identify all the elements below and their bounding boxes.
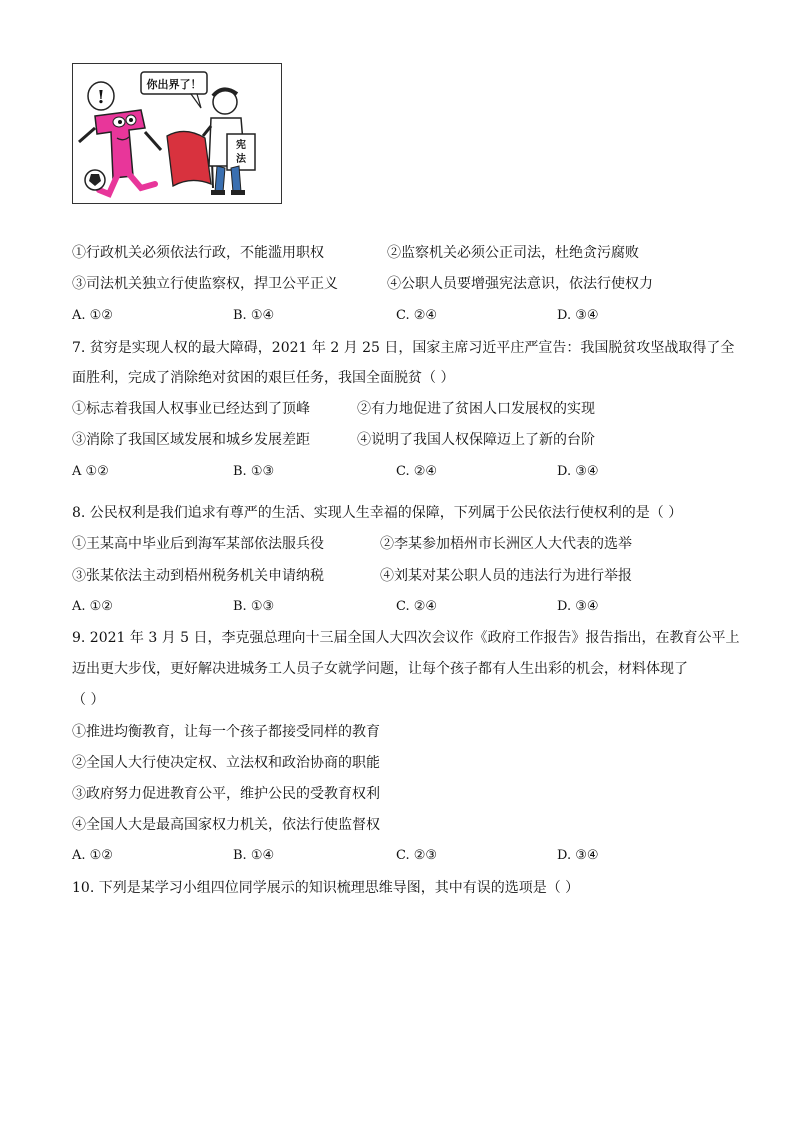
q7-statement-3: ③消除了我国区域发展和城乡发展差距 [72, 432, 310, 448]
cartoon-drawing [73, 64, 281, 203]
q7-statement-2: ②有力地促进了贫困人口发展权的实现 [357, 401, 595, 417]
q7-stem-line-2: 面胜利，完成了消除绝对贫困的艰巨任务，我国全面脱贫（ ） [72, 370, 455, 386]
speech-bubble-text: 你出界了！ [146, 78, 202, 91]
q7-stem-line-1: 7. 贫穷是实现人权的最大障碍，2021 年 2 月 25 日，国家主席习近平庄严宣告：我国脱贫攻坚战取得了全 [72, 340, 735, 356]
exclaim-mark: ! [97, 87, 105, 108]
q7-option-b[interactable]: B. ①③ [233, 464, 275, 479]
q7-option-a[interactable]: A ①② [72, 464, 109, 479]
q8-statement-1: ①王某高中毕业后到海军某部依法服兵役 [72, 536, 324, 552]
q9-option-c[interactable]: C. ②③ [396, 848, 438, 863]
q9-option-d[interactable]: D. ③④ [557, 848, 599, 863]
q9-stem-line-2: 迈出更大步伐，更好解决进城务工人员子女就学问题，让每个孩子都有人生出彩的机会，材料体现了 [72, 661, 688, 677]
q6-statement-2: ②监察机关必须公正司法，杜绝贪污腐败 [387, 245, 639, 261]
q8-option-a[interactable]: A. ①② [72, 599, 113, 614]
q9-option-a[interactable]: A. ①② [72, 848, 113, 863]
q9-stem-line-1: 9. 2021 年 3 月 5 日，李克强总理向十三届全国人大四次会议作《政府工作报告》报告指出，在教育公平上 [72, 630, 740, 646]
q8-statement-2: ②李某参加梧州市长洲区人大代表的选举 [380, 536, 632, 552]
q9-option-b[interactable]: B. ①④ [233, 848, 275, 863]
q8-option-d[interactable]: D. ③④ [557, 599, 599, 614]
sign-char-2: 法 [236, 154, 246, 165]
q6-option-b[interactable]: B. ①④ [233, 308, 275, 323]
q6-statement-1: ①行政机关必须依法行政，不能滥用职权 [72, 245, 324, 261]
q9-statement-3: ③政府努力促进教育公平，维护公民的受教育权利 [72, 786, 380, 802]
q7-statement-4: ④说明了我国人权保障迈上了新的台阶 [357, 432, 595, 448]
q6-statement-3: ③司法机关独立行使监察权，捍卫公平正义 [72, 276, 338, 292]
sign-char-1: 宪 [236, 140, 246, 151]
q6-option-d[interactable]: D. ③④ [557, 308, 599, 323]
q7-statement-1: ①标志着我国人权事业已经达到了顶峰 [72, 401, 310, 417]
q8-statement-3: ③张某依法主动到梧州税务机关申请纳税 [72, 568, 324, 584]
q8-stem: 8. 公民权利是我们追求有尊严的生活、实现人生幸福的保障，下列属于公民依法行使权利的是（ ） [72, 505, 683, 521]
q6-option-a[interactable]: A. ①② [72, 308, 113, 323]
q9-stem-line-3: （ ） [72, 692, 105, 708]
q6-option-c[interactable]: C. ②④ [396, 308, 438, 323]
q8-statement-4: ④刘某对某公职人员的违法行为进行举报 [380, 568, 632, 584]
q8-option-c[interactable]: C. ②④ [396, 599, 438, 614]
q10-stem: 10. 下列是某学习小组四位同学展示的知识梳理思维导图，其中有误的选项是（ ） [72, 880, 580, 896]
cartoon-illustration [72, 63, 282, 204]
q9-statement-1: ①推进均衡教育，让每一个孩子都接受同样的教育 [72, 724, 380, 740]
q9-statement-4: ④全国人大是最高国家权力机关，依法行使监督权 [72, 817, 380, 833]
q8-option-b[interactable]: B. ①③ [233, 599, 275, 614]
q7-option-c[interactable]: C. ②④ [396, 464, 438, 479]
q6-statement-4: ④公职人员要增强宪法意识，依法行使权力 [387, 276, 653, 292]
q9-statement-2: ②全国人大行使决定权、立法权和政治协商的职能 [72, 755, 380, 771]
q7-option-d[interactable]: D. ③④ [557, 464, 599, 479]
